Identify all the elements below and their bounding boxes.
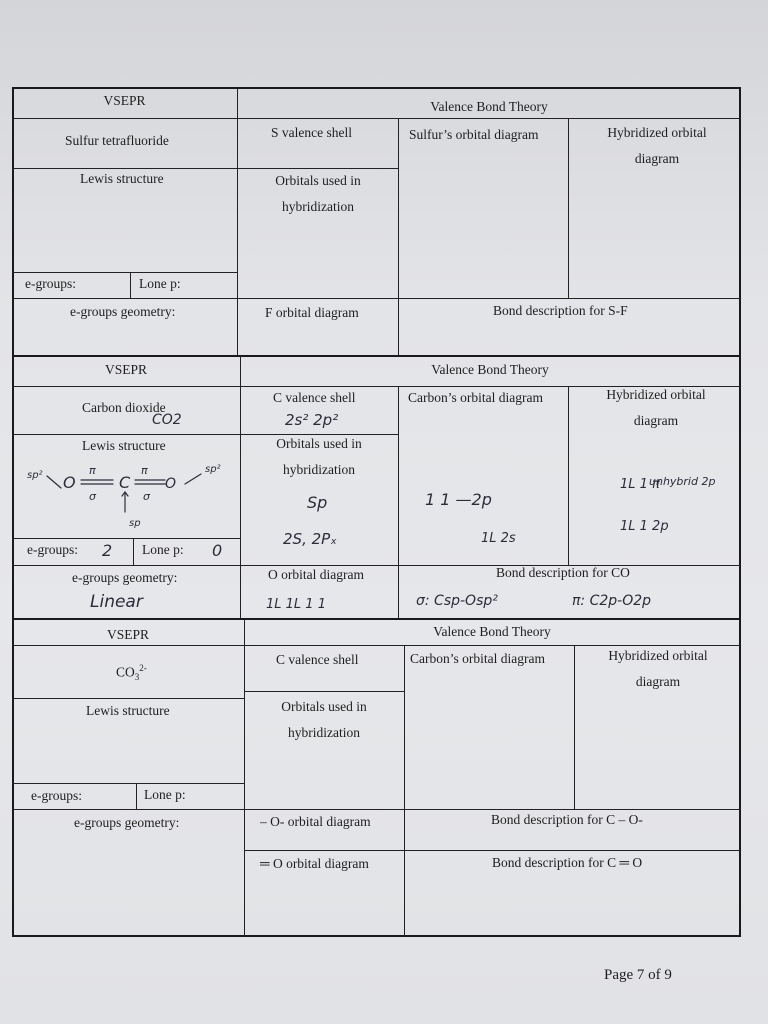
lone-pairs-label: Lone p: xyxy=(142,542,184,557)
divider xyxy=(12,538,240,539)
lewis-sp: sp xyxy=(129,518,141,529)
lewis-structure-sketch xyxy=(25,452,235,532)
divider xyxy=(12,565,740,566)
e-groups-geometry-label: e-groups geometry: xyxy=(70,304,176,319)
orbitals-used-label: Orbitals used in hybridization xyxy=(281,699,367,740)
orbital-diagram-label: Sulfur’s orbital diagram xyxy=(409,127,539,142)
molecule-name: $CO_3^{2-}$ xyxy=(116,663,147,683)
handwritten-sigma-bond: σ: Csp-Osp² xyxy=(416,593,498,609)
divider xyxy=(244,619,245,936)
divider xyxy=(12,168,238,169)
vbt-header: Valence Bond Theory xyxy=(430,99,548,114)
divider xyxy=(12,298,740,299)
f-orbital-diagram-label: F orbital diagram xyxy=(265,305,359,320)
divider xyxy=(568,386,569,565)
handwritten-pi-bond: π: C2p-O2p xyxy=(572,593,652,609)
divider xyxy=(12,809,740,810)
hybridized-orbital-label: Hybridized orbital diagram xyxy=(607,125,707,166)
divider xyxy=(12,783,244,784)
lewis-sigma-left: σ xyxy=(89,490,96,503)
divider xyxy=(568,118,569,298)
handwritten-valence-config: 2s² 2p² xyxy=(285,411,339,429)
divider xyxy=(130,272,131,298)
divider xyxy=(237,88,238,355)
lewis-sigma-right: σ xyxy=(143,490,150,503)
double-bond-description-label: Bond description for C ═ O xyxy=(492,855,643,870)
vsepr-header: VSEPR xyxy=(104,362,148,377)
lewis-carbon: C xyxy=(119,473,131,492)
handwritten-unhybrid-label: unhybrid 2p xyxy=(649,475,716,488)
divider xyxy=(136,783,137,809)
o-orbital-diagram-label: O orbital diagram xyxy=(268,567,364,582)
divider xyxy=(244,850,740,851)
divider xyxy=(244,691,404,692)
handwritten-orbitals-used: 2S, 2Pₓ xyxy=(283,530,337,548)
valence-shell-label: S valence shell xyxy=(271,125,352,140)
molecule-name: Carbon dioxide xyxy=(82,400,166,415)
lewis-oxygen-right: O xyxy=(165,476,177,492)
handwritten-hybrid-pi: 1L 1 π xyxy=(620,477,660,492)
valence-shell-label: C valence shell xyxy=(273,390,356,405)
e-groups-label: e-groups: xyxy=(27,542,78,557)
divider xyxy=(240,356,241,618)
handwritten-geometry-value: Linear xyxy=(90,592,143,612)
e-groups-geometry-label: e-groups geometry: xyxy=(72,570,178,585)
handwritten-c-orbital-2p: 1 1 —2p xyxy=(425,490,492,509)
vbt-header: Valence Bond Theory xyxy=(433,624,551,639)
divider xyxy=(574,645,575,809)
divider xyxy=(404,645,405,936)
handwritten-hybrid-2p: 1L 1 2p xyxy=(620,519,669,534)
vsepr-header: VSEPR xyxy=(106,627,150,642)
vbt-header: Valence Bond Theory xyxy=(431,362,549,377)
lewis-structure-label: Lewis structure xyxy=(86,703,170,718)
orbitals-used-label: Orbitals used in hybridization xyxy=(276,436,362,477)
double-o-orbital-diagram-label: ═ O orbital diagram xyxy=(260,856,369,871)
handwritten-c-orbital-2s: 1L 2s xyxy=(481,531,516,546)
lewis-pi-left: π xyxy=(89,464,96,477)
e-groups-label: e-groups: xyxy=(31,788,82,803)
hybridized-orbital-label: Hybridized orbital diagram xyxy=(606,387,706,428)
lone-pairs-label: Lone p: xyxy=(139,276,181,291)
divider xyxy=(12,272,238,273)
lewis-sp2-left: sp² xyxy=(27,470,43,481)
divider xyxy=(133,538,134,565)
e-groups-label: e-groups: xyxy=(25,276,76,291)
vsepr-header: VSEPR xyxy=(103,93,146,108)
handwritten-formula: CO2 xyxy=(152,412,182,428)
lewis-sp2-right: sp² xyxy=(205,464,221,475)
page-number: Page 7 of 9 xyxy=(604,967,672,983)
lewis-structure-label: Lewis structure xyxy=(80,171,164,186)
single-o-orbital-diagram-label: – O- orbital diagram xyxy=(260,814,371,829)
orbital-diagram-label: Carbon’s orbital diagram xyxy=(408,390,543,405)
e-groups-geometry-label: e-groups geometry: xyxy=(74,815,180,830)
lewis-pi-right: π xyxy=(141,464,148,477)
divider xyxy=(12,698,244,699)
handwritten-o-orbital: 1L 1L 1 1 xyxy=(266,597,326,612)
orbital-diagram-label: Carbon’s orbital diagram xyxy=(410,651,545,666)
valence-shell-label: C valence shell xyxy=(276,652,359,667)
molecule-name: Sulfur tetrafluoride xyxy=(65,133,169,148)
single-bond-description-label: Bond description for C – O- xyxy=(491,812,643,827)
lewis-oxygen-left: O xyxy=(63,473,76,492)
hybridized-orbital-label: Hybridized orbital diagram xyxy=(608,648,708,689)
handwritten-egroups-value: 2 xyxy=(102,541,113,560)
handwritten-hybridization: Sp xyxy=(307,493,328,512)
bond-description-label: Bond description for S-F xyxy=(493,303,628,318)
bond-description-label: Bond description for CO xyxy=(496,565,630,580)
divider xyxy=(12,434,240,435)
divider xyxy=(398,118,399,355)
divider xyxy=(398,386,399,618)
lewis-structure-label: Lewis structure xyxy=(82,438,166,453)
handwritten-lone-value: 0 xyxy=(212,541,223,560)
orbitals-used-label: Orbitals used in hybridization xyxy=(275,173,361,214)
lone-pairs-label: Lone p: xyxy=(144,787,186,802)
